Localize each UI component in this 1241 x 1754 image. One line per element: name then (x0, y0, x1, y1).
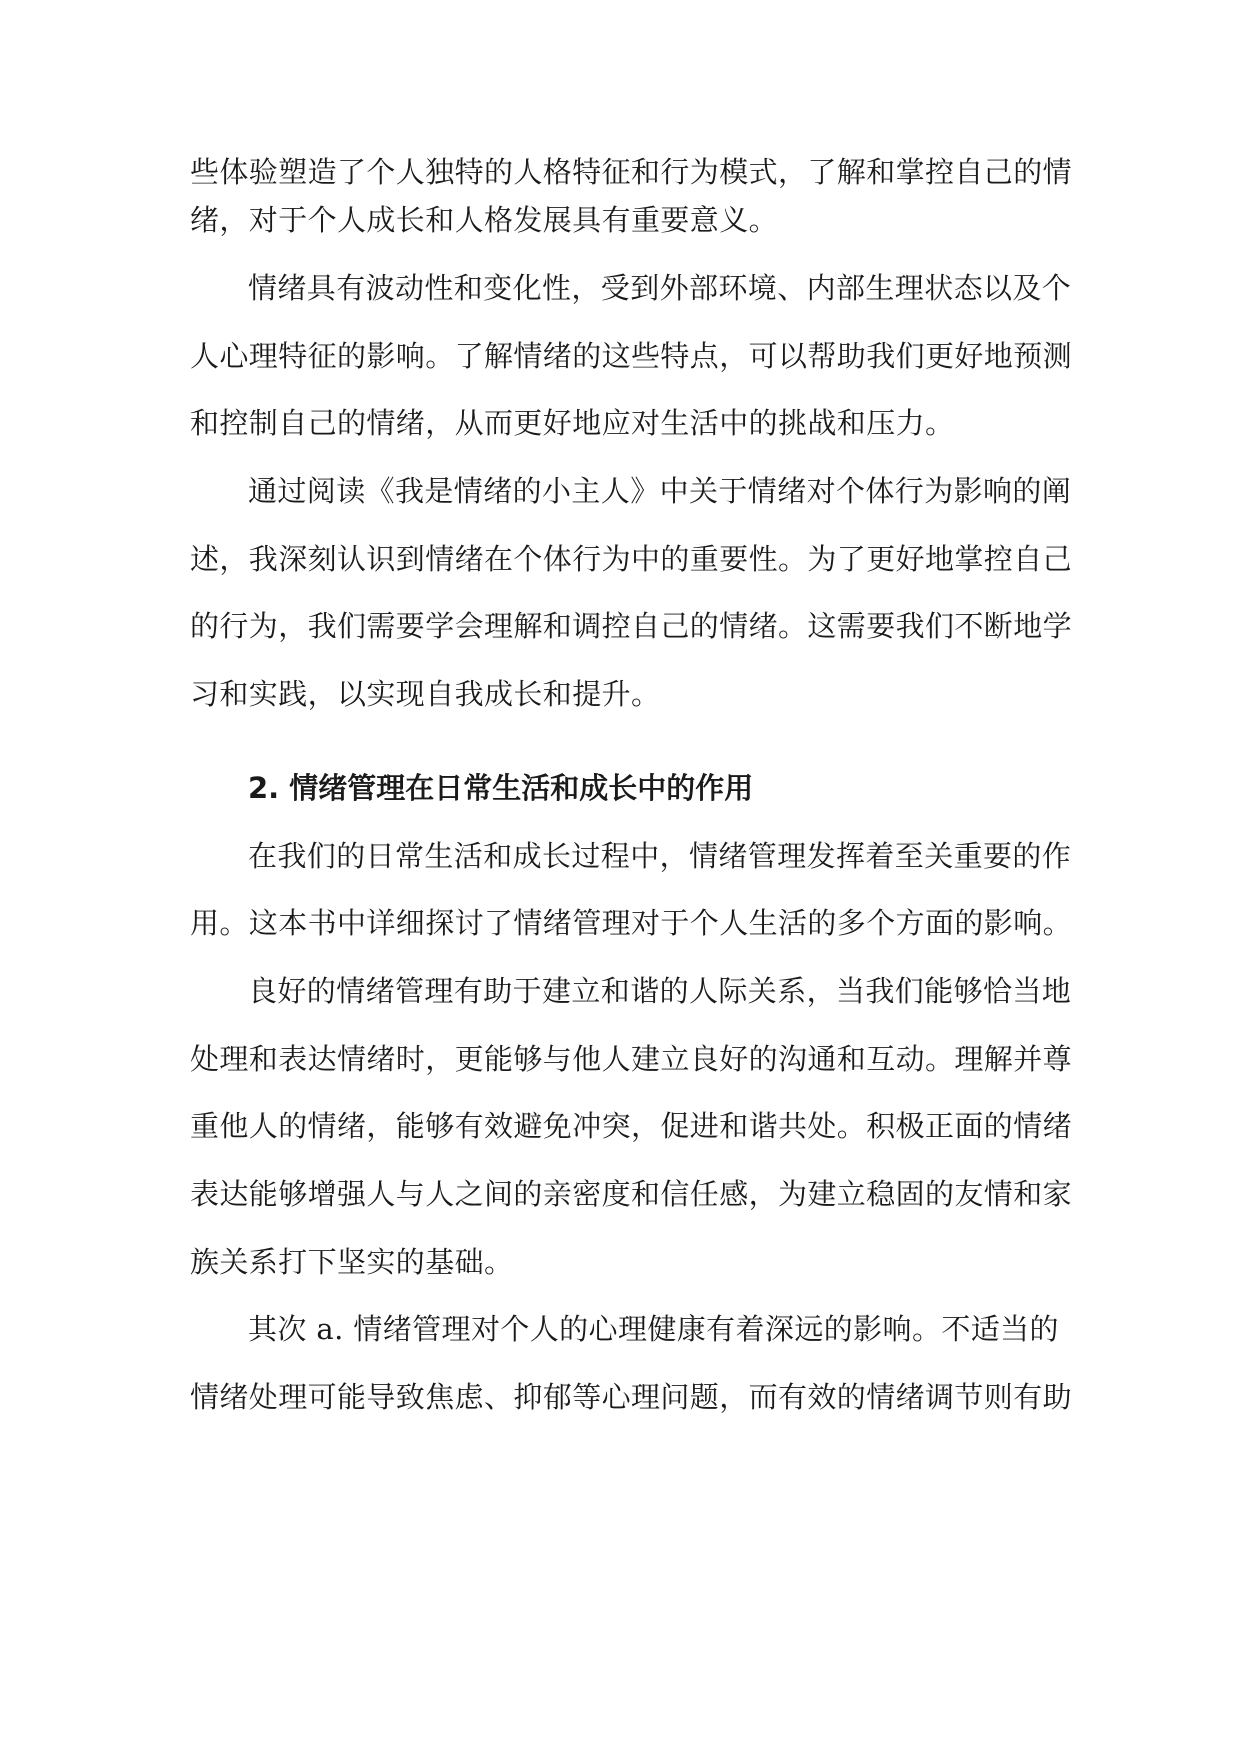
text-line: 重他人的情绪，能够有效避免冲突，促进和谐共处。积极正面的情绪 (190, 1109, 1073, 1143)
text-line: 处理和表达情绪时，更能够与他人建立良好的沟通和互动。理解并尊 (190, 1042, 1073, 1076)
text-line: 表达能够增强人与人之间的亲密度和信任感，为建立稳固的友情和家 (190, 1177, 1073, 1211)
section-heading: 2. 情绪管理在日常生活和成长中的作用 (248, 771, 754, 805)
text-line: 良好的情绪管理有助于建立和谐的人际关系，当我们能够恰当地 (248, 974, 1072, 1008)
text-line: 在我们的日常生活和成长过程中，情绪管理发挥着至关重要的作 (248, 839, 1072, 873)
text-line: 用。这本书中详细探讨了情绪管理对于个人生活的多个方面的影响。 (190, 906, 1073, 940)
text-line: 和控制自己的情绪，从而更好地应对生活中的挑战和压力。 (190, 406, 955, 440)
text-line: 些体验塑造了个人独特的人格特征和行为模式，了解和掌控自己的情 (190, 155, 1073, 189)
text-line: 绪，对于个人成长和人格发展具有重要意义。 (190, 203, 779, 237)
text-line: 情绪处理可能导致焦虑、抑郁等心理问题，而有效的情绪调节则有助 (190, 1380, 1073, 1414)
text-line: 习和实践，以实现自我成长和提升。 (190, 677, 661, 711)
text-line: 人心理特征的影响。了解情绪的这些特点，可以帮助我们更好地预测 (190, 339, 1073, 373)
text-line: 通过阅读《我是情绪的小主人》中关于情绪对个体行为影响的阐 (248, 474, 1072, 508)
text-line: 述，我深刻认识到情绪在个体行为中的重要性。为了更好地掌控自己 (190, 542, 1073, 576)
text-line: 族关系打下坚实的基础。 (190, 1245, 514, 1279)
text-line: 情绪具有波动性和变化性，受到外部环境、内部生理状态以及个 (248, 271, 1072, 305)
text-line: 其次 a. 情绪管理对个人的心理健康有着深远的影响。不适当的 (248, 1312, 1059, 1346)
text-line: 的行为，我们需要学会理解和调控自己的情绪。这需要我们不断地学 (190, 609, 1073, 643)
